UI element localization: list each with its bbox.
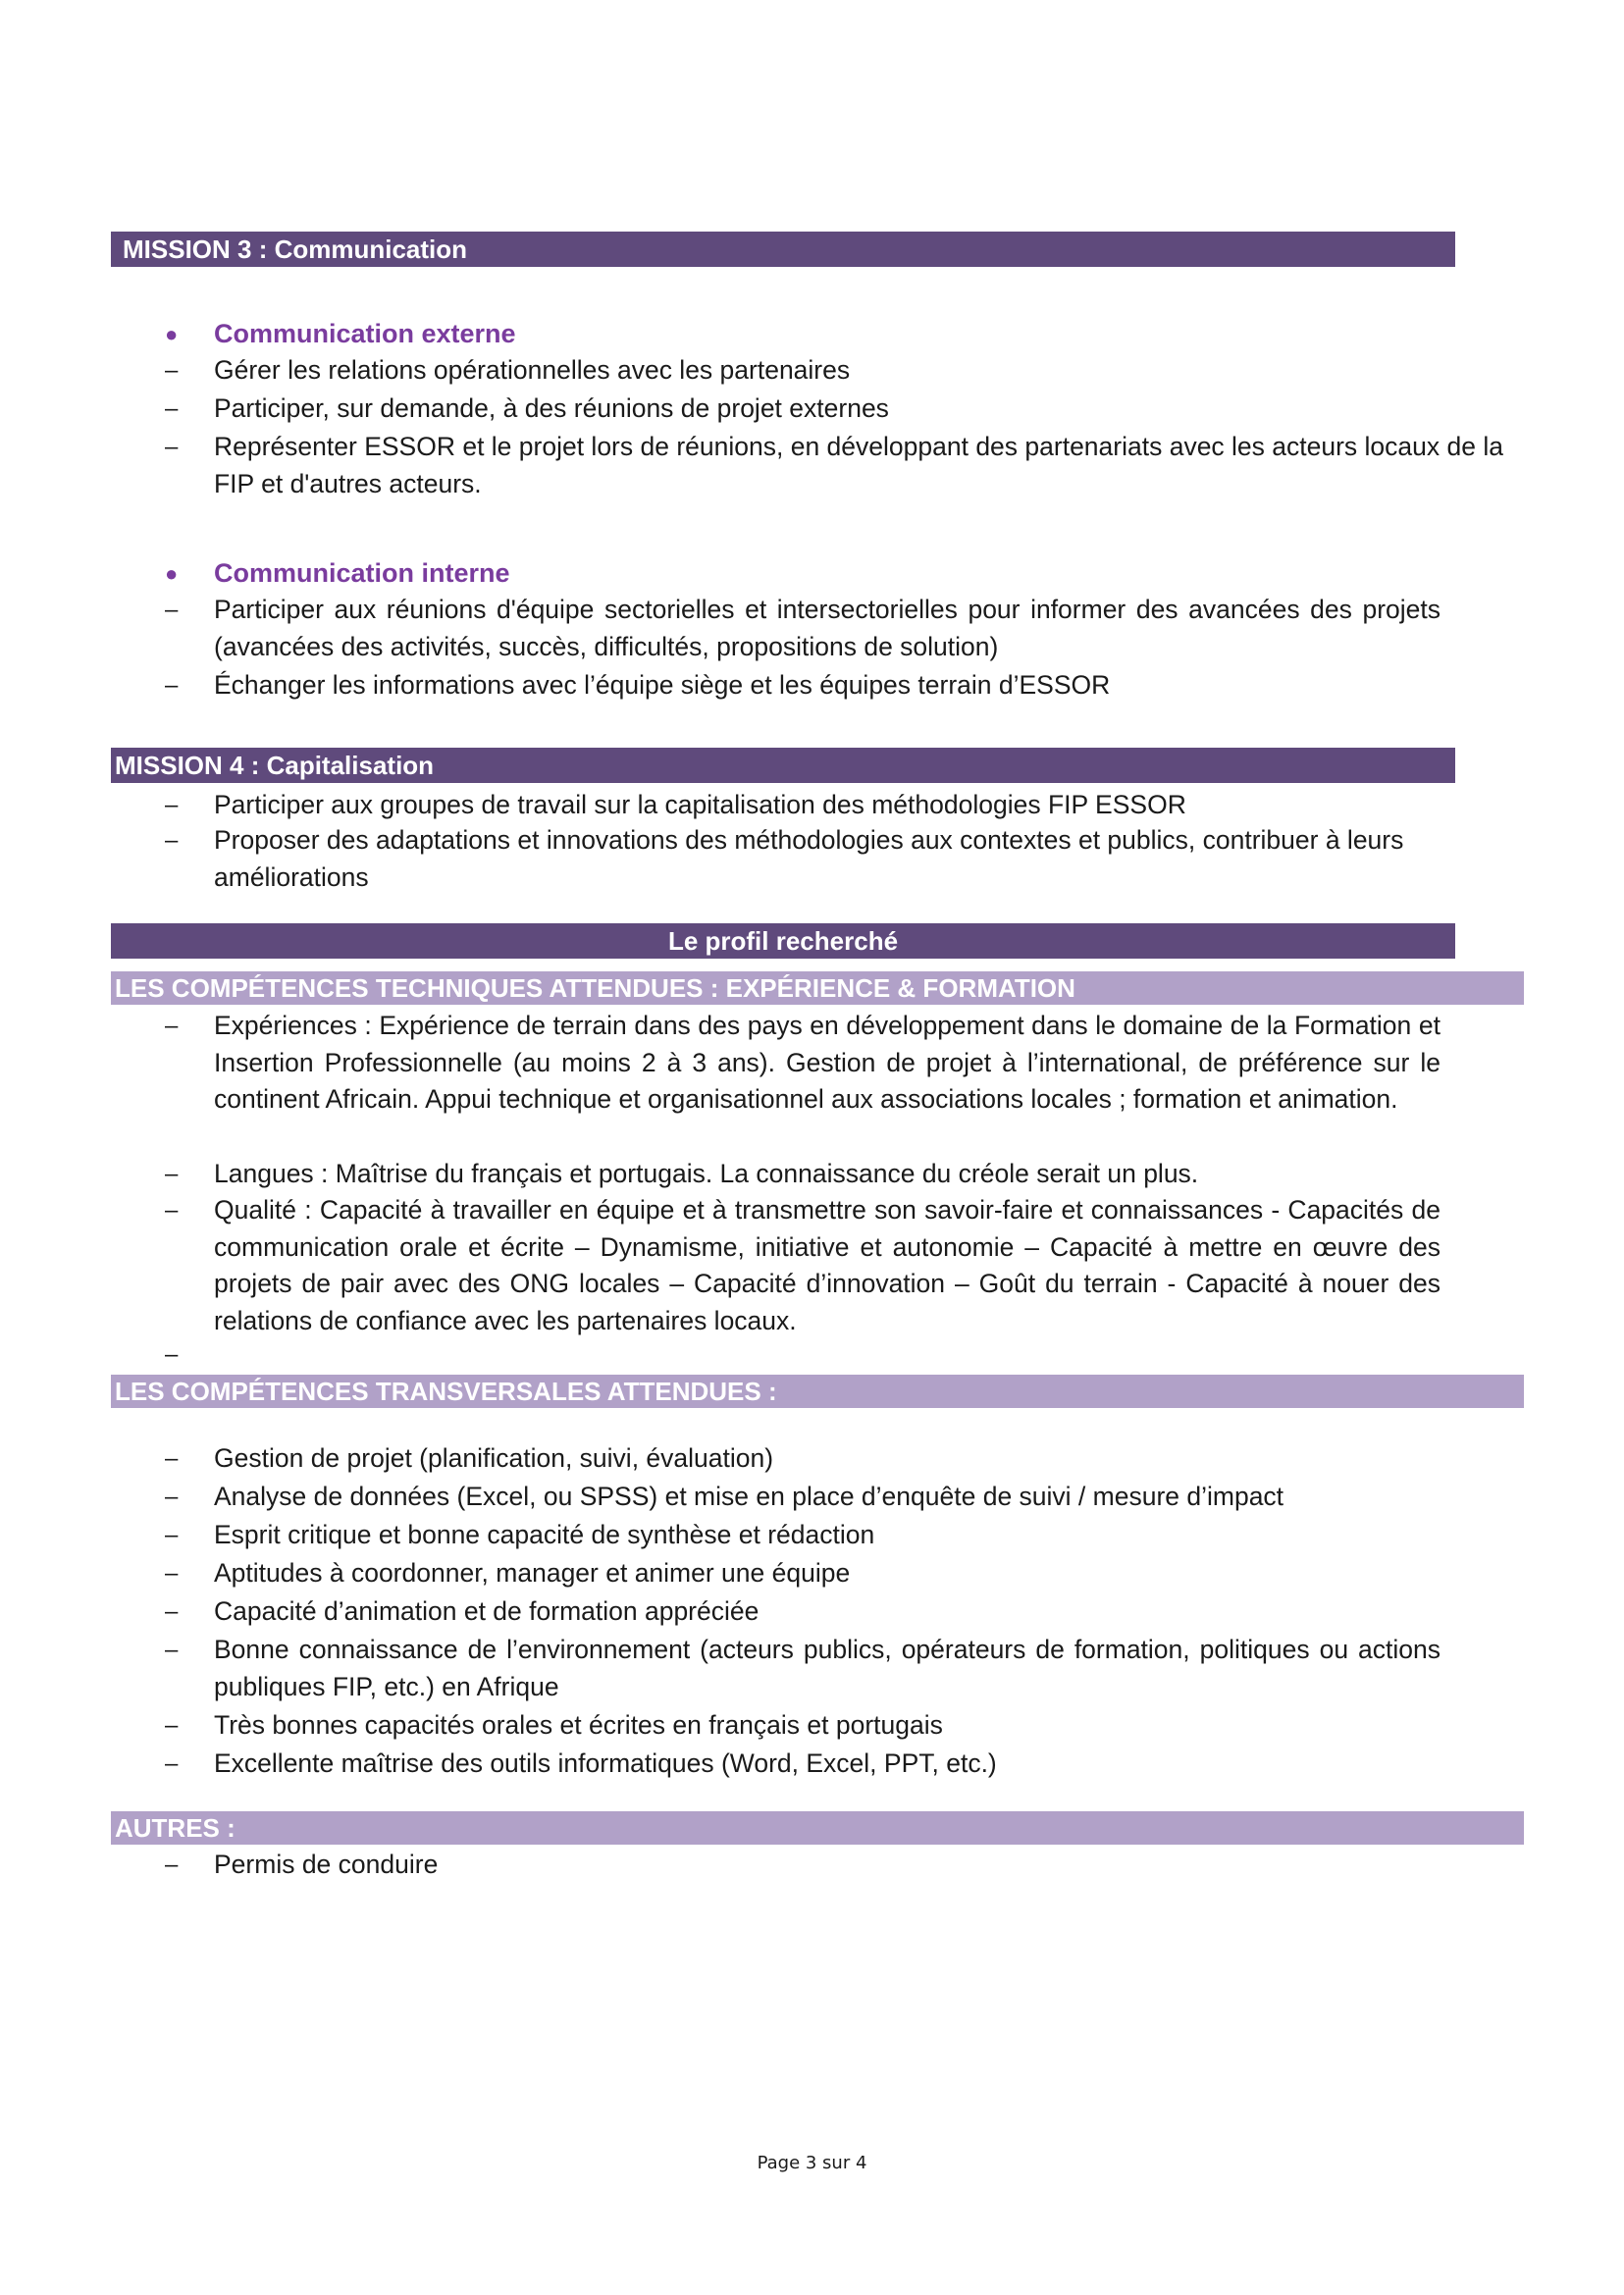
list-item-text: Proposer des adaptations et innovations des méthodologies aux contextes et publics, contribuer à leurs améliorations — [214, 825, 1404, 892]
list-item — [165, 1632, 1441, 1705]
dash-icon: – — [165, 357, 179, 384]
communication-externe-heading — [165, 316, 516, 353]
dash-icon: – — [165, 672, 179, 699]
dash-icon: – — [165, 1598, 179, 1625]
dash-icon: – — [165, 1522, 179, 1548]
list-item-text: Excellente maîtrise des outils informatiques (Word, Excel, PPT, etc.) — [214, 1748, 997, 1778]
list-item — [165, 667, 1441, 704]
list-item-text: Participer, sur demande, à des réunions de projet externes — [214, 393, 889, 423]
list-item — [165, 1479, 1441, 1516]
list-item — [165, 1192, 1441, 1339]
list-item — [165, 1517, 1441, 1554]
dash-icon: – — [165, 827, 179, 854]
dash-icon: – — [165, 1637, 179, 1663]
list-item — [165, 429, 1509, 502]
dash-icon: – — [165, 1484, 179, 1510]
list-item-text: Langues : Maîtrise du français et portugais. La connaissance du créole serait un plus. — [214, 1159, 1199, 1188]
page-number: Page 3 sur 4 — [757, 2153, 867, 2173]
dash-icon: – — [165, 1445, 179, 1472]
communication-interne-heading — [165, 555, 510, 593]
list-item — [165, 592, 1441, 665]
dash-icon: – — [165, 1560, 179, 1587]
list-item — [165, 391, 1441, 428]
list-item-text: Participer aux réunions d'équipe sectorielles et intersectorielles pour informer des avancées des projets (avancées des activités, succès, difficultés, propositions de solution) — [214, 595, 1441, 661]
list-item-text: Expériences : Expérience de terrain dans des pays en développement dans le domaine de la Formation et Insertion Professionnelle (au moins 2 à 3 ans). Gestion de projet à l’international, de préférence sur le continent Africain. Appui technique et organisationnel aux associations locales ; formation et animation. — [214, 1011, 1441, 1114]
competences-transversales-header: LES COMPÉTENCES TRANSVERSALES ATTENDUES : — [111, 1375, 1524, 1408]
dash-icon: – — [165, 1852, 179, 1878]
autres-header: AUTRES : — [111, 1811, 1524, 1845]
dash-icon: – — [165, 1013, 179, 1039]
list-item-text: Échanger les informations avec l’équipe siège et les équipes terrain d’ESSOR — [214, 670, 1111, 700]
dash-icon: – — [165, 792, 179, 818]
list-item — [165, 1707, 1441, 1745]
profil-header: Le profil recherché — [111, 923, 1455, 959]
list-item-text: Aptitudes à coordonner, manager et animer une équipe — [214, 1558, 851, 1588]
dash-icon: – — [165, 597, 179, 623]
list-item-text: Très bonnes capacités orales et écrites en français et portugais — [214, 1710, 943, 1740]
dash-icon: – — [165, 395, 179, 422]
dash-icon: – — [165, 1750, 179, 1777]
list-item — [165, 1440, 1441, 1478]
mission4-header: MISSION 4 : Capitalisation — [111, 748, 1455, 783]
communication-interne-label: Communication interne — [214, 558, 510, 588]
list-item — [165, 1156, 1441, 1193]
list-item-text: Analyse de données (Excel, ou SPSS) et mise en place d’enquête de suivi / mesure d’impact — [214, 1482, 1284, 1511]
list-item — [165, 822, 1509, 896]
bullet-icon: ● — [165, 322, 179, 346]
list-item-text: Permis de conduire — [214, 1850, 439, 1879]
list-item-text: Participer aux groupes de travail sur la capitalisation des méthodologies FIP ESSOR — [214, 790, 1186, 819]
competences-techniques-header: LES COMPÉTENCES TECHNIQUES ATTENDUES : EXPÉRIENCE & FORMATION — [111, 971, 1524, 1005]
list-item-text: Gérer les relations opérationnelles avec les partenaires — [214, 355, 851, 385]
bullet-icon: ● — [165, 561, 179, 586]
list-item — [165, 1746, 1441, 1783]
list-item-text: Qualité : Capacité à travailler en équipe et à transmettre son savoir-faire et connaissances - Capacités de communication orale et écrite – Dynamisme, initiative et autonomie – Capacité à mettre en œuvre des projets de pair avec des ONG locales – Capacité d’innovation – Goût du terrain - Capacité à nouer des relations de confiance avec les partenaires locaux. — [214, 1195, 1441, 1335]
list-item — [165, 787, 1441, 824]
list-item — [165, 1847, 1441, 1884]
list-item-text: Gestion de projet (planification, suivi, évaluation) — [214, 1443, 774, 1473]
list-item-text: Capacité d’animation et de formation appréciée — [214, 1596, 760, 1626]
dash-icon: – — [165, 434, 179, 460]
list-item — [165, 1008, 1441, 1119]
list-item — [165, 1555, 1441, 1592]
dash-icon: – — [165, 1341, 179, 1368]
dash-icon: – — [165, 1712, 179, 1739]
list-item-text: Représenter ESSOR et le projet lors de réunions, en développant des partenariats avec les acteurs locaux de la FIP et d'autres acteurs. — [214, 432, 1503, 498]
dash-icon: – — [165, 1197, 179, 1224]
list-item-text: Esprit critique et bonne capacité de synthèse et rédaction — [214, 1520, 875, 1549]
mission3-header: MISSION 3 : Communication — [111, 232, 1455, 267]
list-item — [165, 1593, 1441, 1631]
communication-externe-label: Communication externe — [214, 319, 516, 348]
list-item — [165, 352, 1441, 390]
list-item-text: Bonne connaissance de l’environnement (acteurs publics, opérateurs de formation, politiques ou actions publiques FIP, etc.) en Afrique — [214, 1635, 1441, 1701]
dash-icon: – — [165, 1161, 179, 1187]
